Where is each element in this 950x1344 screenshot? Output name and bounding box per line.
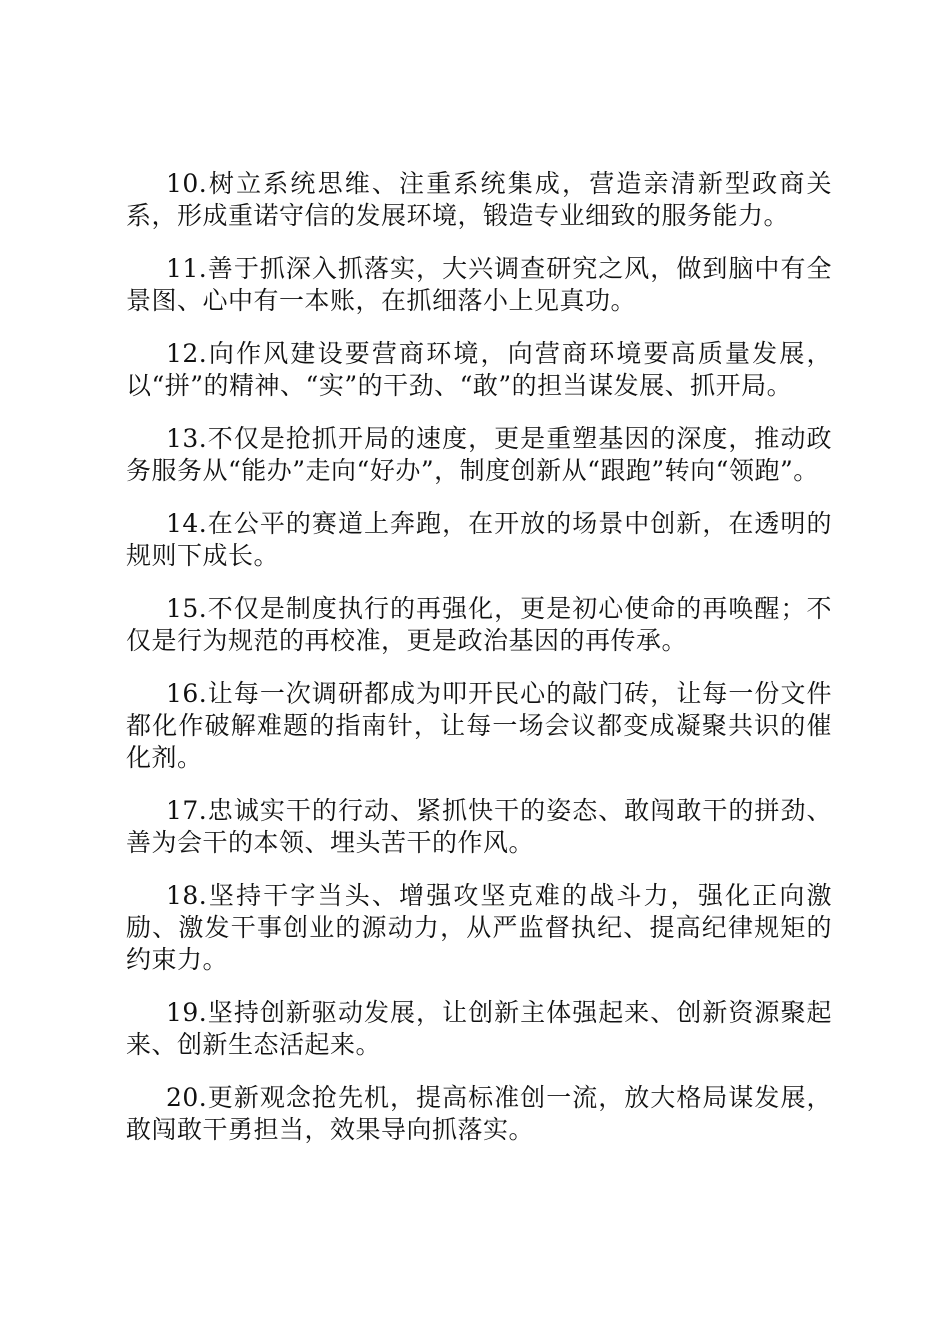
paragraph-18: 18.坚持干字当头、增强攻坚克难的战斗力，强化正向激励、激发干事创业的源动力，从严监督执纪、提高纪律规矩的约束力。 [126,881,832,974]
paragraph-19: 19.坚持创新驱动发展，让创新主体强起来、创新资源聚起来、创新生态活起来。 [126,998,832,1059]
document-page [126,168,832,1167]
paragraph-12: 12.向作风建设要营商环境，向营商环境要高质量发展，以“拼”的精神、“实”的干劲、“敢”的担当谋发展、抓开局。 [126,339,832,400]
paragraph-14: 14.在公平的赛道上奔跑，在开放的场景中创新，在透明的规则下成长。 [126,509,832,570]
paragraph-15: 15.不仅是制度执行的再强化，更是初心使命的再唤醒；不仅是行为规范的再校准，更是政治基因的再传承。 [126,594,832,655]
paragraph-17: 17.忠诚实干的行动、紧抓快干的姿态、敢闯敢干的拼劲、善为会干的本领、埋头苦干的作风。 [126,796,832,857]
paragraph-20: 20.更新观念抢先机，提高标准创一流，放大格局谋发展，敢闯敢干勇担当，效果导向抓落实。 [126,1083,832,1144]
paragraph-10: 10.树立系统思维、注重系统集成，营造亲清新型政商关系，形成重诺守信的发展环境，锻造专业细致的服务能力。 [126,169,832,230]
paragraph-13: 13.不仅是抢抓开局的速度，更是重塑基因的深度，推动政务服务从“能办”走向“好办”，制度创新从“跟跑”转向“领跑”。 [126,424,832,485]
paragraph-11: 11.善于抓深入抓落实，大兴调查研究之风，做到脑中有全景图、心中有一本账，在抓细落小上见真功。 [126,254,832,315]
paragraph-16: 16.让每一次调研都成为叩开民心的敲门砖，让每一份文件都化作破解难题的指南针，让每一场会议都变成凝聚共识的催化剂。 [126,679,832,772]
